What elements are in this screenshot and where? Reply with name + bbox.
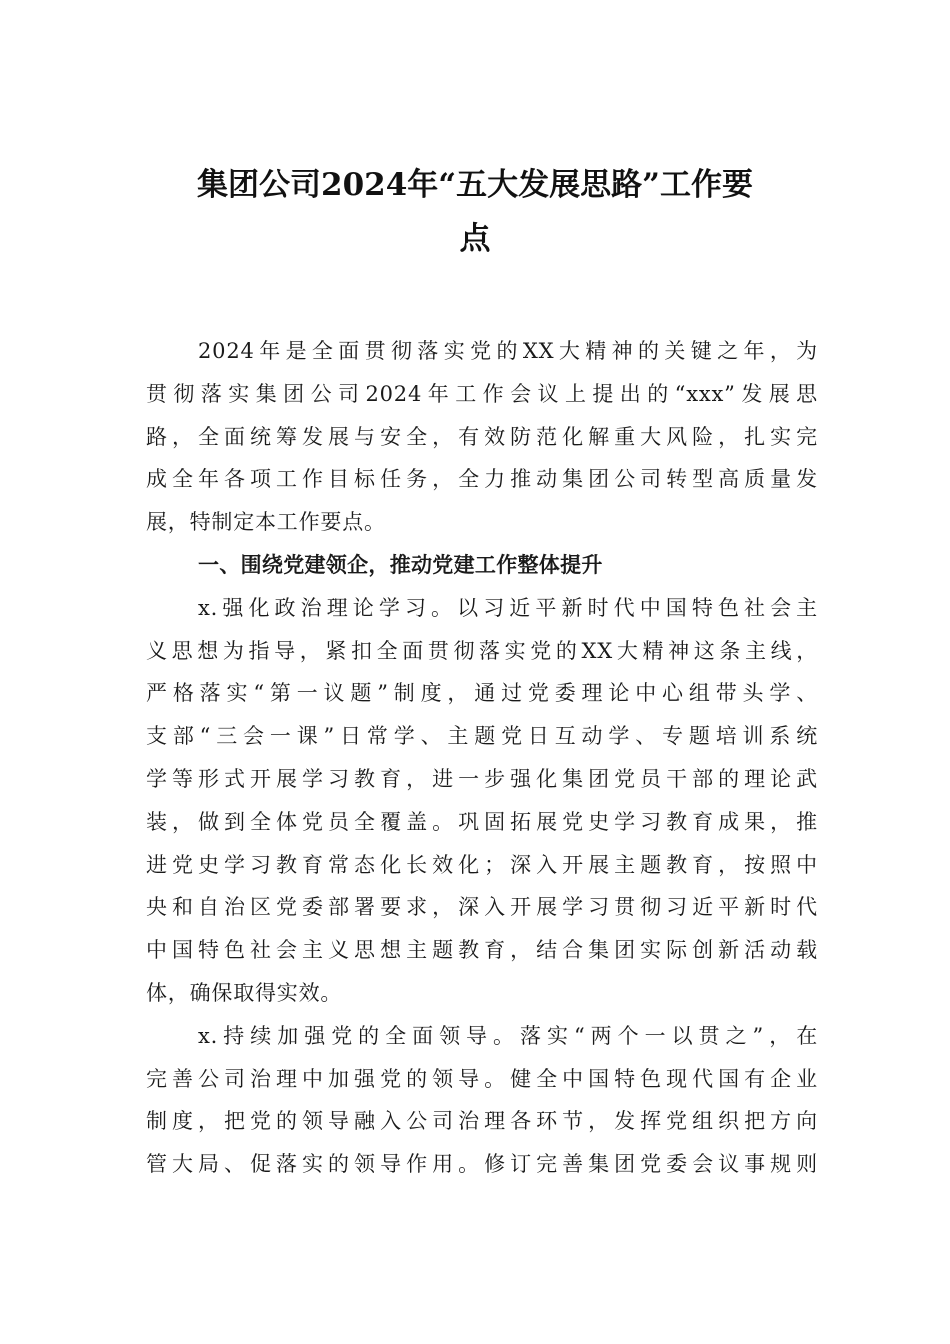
intro-paragraph-line: 展，特制定本工作要点。 (146, 510, 386, 535)
intro-paragraph-line: 路，全面统筹发展与安全，有效防范化解重大风险，扎实完 (146, 424, 818, 449)
item-paragraph-line: 装，做到全体党员全覆盖。巩固拓展党史学习教育成果，推 (146, 809, 818, 834)
intro-paragraph-line: 2024年是全面贯彻落实党的XX大精神的关键之年，为 (198, 339, 818, 363)
item-paragraph-line: 管大局、促落实的领导作用。修订完善集团党委会议事规则 (146, 1152, 818, 1177)
item-paragraph-line: 央和自治区党委部署要求，深入开展学习贯彻习近平新时代 (146, 895, 818, 920)
title-line: 集团公司2024年“五大发展思路”工作要 (197, 167, 753, 203)
item-paragraph-line: 支部“三会一课”日常学、主题党日互动学、专题培训系统 (146, 724, 818, 749)
item-paragraph-line: x.强化政治理论学习。以习近平新时代中国特色社会主 (198, 595, 818, 620)
item-paragraph-line: 完善公司治理中加强党的领导。健全中国特色现代国有企业 (146, 1066, 818, 1091)
item-paragraph-line: 进党史学习教育常态化长效化；深入开展主题教育，按照中 (146, 852, 818, 877)
item-paragraph-line: 体，确保取得实效。 (146, 980, 343, 1005)
title-line: 点 (459, 221, 491, 257)
item-paragraph-line: 义思想为指导，紧扣全面贯彻落实党的XX大精神这条主线， (146, 638, 818, 663)
item-paragraph-line: 学等形式开展学习教育，进一步强化集团党员干部的理论武 (146, 766, 818, 791)
document-body (146, 330, 818, 1186)
document-title (140, 158, 810, 266)
item-paragraph-line: 严格落实“第一议题”制度，通过党委理论中心组带头学、 (146, 681, 818, 706)
item-paragraph-line: x.持续加强党的全面领导。落实“两个一以贯之”，在 (198, 1023, 818, 1048)
intro-paragraph-line: 成全年各项工作目标任务，全力推动集团公司转型高质量发 (146, 467, 818, 492)
intro-paragraph-line: 贯彻落实集团公司2024年工作会议上提出的“xxx”发展思 (146, 381, 818, 406)
item-paragraph-line: 制度，把党的领导融入公司治理各环节，发挥党组织把方向 (146, 1109, 818, 1134)
item-paragraph-line: 中国特色社会主义思想主题教育，结合集团实际创新活动载 (146, 938, 818, 963)
section-heading: 一、围绕党建领企，推动党建工作整体提升 (198, 552, 603, 577)
